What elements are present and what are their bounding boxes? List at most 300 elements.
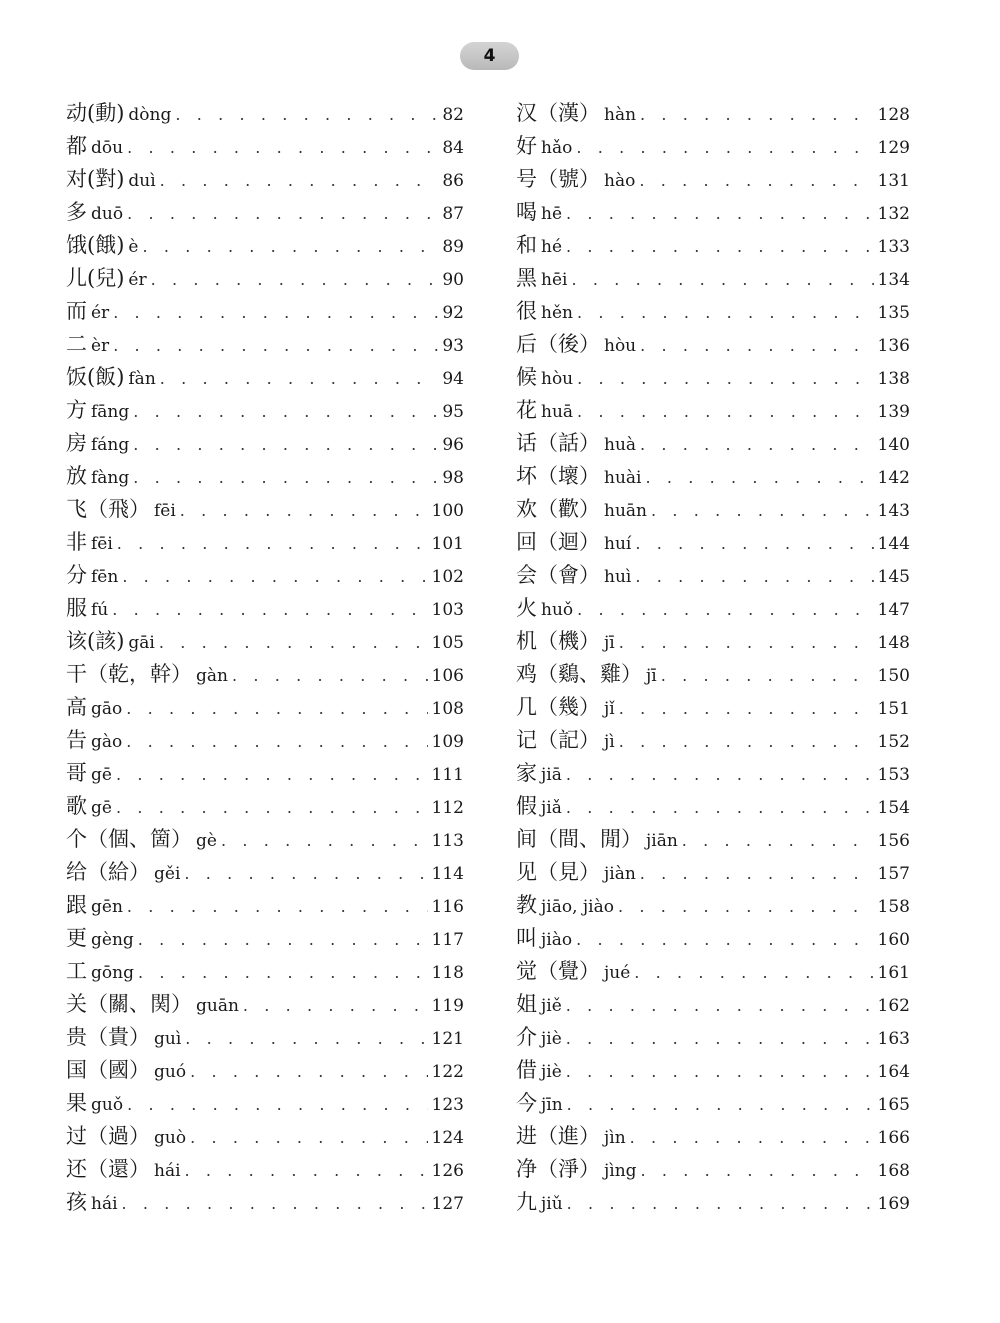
entry-pinyin: hēi [541, 270, 568, 290]
index-entry [66, 1054, 464, 1087]
entry-character: 饿(餓) [66, 233, 125, 257]
index-entry [66, 1186, 464, 1219]
entry-character: 介 [516, 1025, 537, 1049]
entry-character: 话（話） [516, 431, 600, 455]
entry-page-number: 153 [877, 765, 910, 785]
entry-character: 会（會） [516, 563, 600, 587]
dot-leader [133, 428, 438, 461]
entry-page-number: 87 [442, 204, 464, 224]
entry-character: 觉（覺） [516, 959, 600, 983]
entry-character: 给（給） [66, 860, 150, 884]
entry-pinyin: huǒ [541, 600, 574, 620]
dot-leader [571, 263, 873, 296]
entry-pinyin: hái [154, 1161, 181, 1181]
dot-leader [567, 1088, 874, 1121]
entry-page-number: 134 [877, 270, 910, 290]
dot-leader [640, 428, 874, 461]
index-entry [516, 163, 910, 196]
entry-character: 姐 [516, 992, 537, 1016]
entry-pinyin: jiā [541, 765, 562, 785]
index-entry [66, 757, 464, 790]
entry-page-number: 145 [877, 567, 910, 587]
entry-pinyin: jǐ [604, 699, 615, 719]
index-entry [516, 724, 910, 757]
dot-leader [160, 362, 439, 395]
entry-page-number: 140 [877, 435, 910, 455]
index-entry [66, 1153, 464, 1186]
entry-page-number: 92 [442, 303, 464, 323]
entry-page-number: 119 [431, 996, 464, 1016]
entry-page-number: 142 [877, 468, 910, 488]
dot-leader [133, 395, 438, 428]
index-entry [516, 493, 910, 526]
entry-character: 间（間、閒） [516, 827, 642, 851]
dot-leader [127, 890, 428, 923]
page-number-badge: 4 [460, 42, 519, 70]
dot-leader [117, 527, 428, 560]
entry-character: 还（還） [66, 1157, 150, 1181]
entry-character: 汉（漢） [516, 101, 600, 125]
entry-pinyin: hé [541, 237, 563, 257]
entry-character: 而 [66, 299, 87, 323]
entry-pinyin: jiàn [604, 864, 636, 884]
entry-page-number: 154 [877, 798, 910, 818]
entry-pinyin: hòu [604, 336, 637, 356]
entry-character: 工 [66, 959, 87, 983]
dot-leader [651, 494, 874, 527]
index-entry [66, 394, 464, 427]
entry-page-number: 123 [431, 1095, 464, 1115]
entry-character: 多 [66, 200, 87, 224]
entry-character: 今 [516, 1091, 537, 1115]
entry-character: 净（淨） [516, 1157, 600, 1181]
index-entry [516, 1054, 910, 1087]
entry-page-number: 117 [431, 930, 464, 950]
entry-character: 九 [516, 1190, 537, 1214]
dot-leader [116, 758, 428, 791]
entry-page-number: 89 [442, 237, 464, 257]
entry-page-number: 108 [431, 699, 464, 719]
entry-character: 假 [516, 794, 537, 818]
entry-pinyin: gěi [154, 864, 181, 884]
dot-leader [142, 230, 438, 263]
dot-leader [635, 560, 873, 593]
dot-leader [232, 659, 428, 692]
dot-leader [180, 494, 428, 527]
entry-character: 非 [66, 530, 87, 554]
entry-pinyin: hàn [604, 105, 637, 125]
entry-character: 后（後） [516, 332, 600, 356]
entry-page-number: 128 [877, 105, 910, 125]
entry-page-number: 112 [431, 798, 464, 818]
dot-leader [566, 1022, 874, 1055]
entry-pinyin: guān [196, 996, 239, 1016]
entry-pinyin: guò [154, 1128, 187, 1148]
entry-character: 和 [516, 233, 537, 257]
entry-page-number: 144 [877, 534, 910, 554]
index-entry [516, 427, 910, 460]
entry-character: 该(該) [66, 629, 125, 653]
dot-leader [151, 263, 439, 296]
index-entry [66, 889, 464, 922]
dot-leader [566, 791, 874, 824]
entry-page-number: 168 [877, 1161, 910, 1181]
entry-character: 进（進） [516, 1124, 600, 1148]
index-entry [66, 196, 464, 229]
dot-leader [190, 1121, 427, 1154]
index-entry [516, 955, 910, 988]
entry-page-number: 127 [431, 1194, 464, 1214]
index-entry [66, 427, 464, 460]
index-entry [516, 262, 910, 295]
entry-pinyin: huài [604, 468, 642, 488]
entry-page-number: 109 [431, 732, 464, 752]
entry-page-number: 114 [431, 864, 464, 884]
entry-character: 飞（飛） [66, 497, 150, 521]
index-entry [516, 823, 910, 856]
entry-pinyin: hào [604, 171, 636, 191]
entry-page-number: 90 [442, 270, 464, 290]
entry-page-number: 133 [877, 237, 910, 257]
entry-pinyin: jì [604, 732, 615, 752]
index-column-right [516, 97, 910, 1219]
dot-leader [566, 230, 874, 263]
dot-leader [576, 923, 873, 956]
dot-leader [185, 1022, 427, 1055]
dot-leader [640, 329, 873, 362]
index-entry [66, 262, 464, 295]
entry-page-number: 95 [442, 402, 464, 422]
entry-pinyin: hěn [541, 303, 573, 323]
dot-leader [566, 1055, 874, 1088]
entry-pinyin: jiě [541, 996, 562, 1016]
entry-character: 几（幾） [516, 695, 600, 719]
index-entry [516, 658, 910, 691]
index-entry [516, 295, 910, 328]
entry-page-number: 158 [877, 897, 910, 917]
dot-leader [566, 758, 874, 791]
entry-character: 跟 [66, 893, 87, 917]
entry-pinyin: fēn [91, 567, 119, 587]
entry-page-number: 147 [877, 600, 910, 620]
entry-pinyin: fēi [154, 501, 176, 521]
index-entry [516, 394, 910, 427]
entry-character: 房 [66, 431, 87, 455]
entry-character: 回（迴） [516, 530, 600, 554]
entry-pinyin: hòu [541, 369, 574, 389]
index-entry [516, 1120, 910, 1153]
index-entry [66, 592, 464, 625]
entry-character: 对(對) [66, 167, 125, 191]
entry-pinyin: dòng [128, 105, 172, 125]
entry-pinyin: jī [604, 633, 615, 653]
entry-page-number: 139 [877, 402, 910, 422]
entry-pinyin: fú [91, 600, 109, 620]
index-entry [66, 790, 464, 823]
entry-pinyin: fàng [91, 468, 130, 488]
entry-pinyin: duō [91, 204, 124, 224]
entry-page-number: 166 [877, 1128, 910, 1148]
entry-page-number: 103 [431, 600, 464, 620]
entry-character: 儿(兒) [66, 266, 125, 290]
index-entry [66, 658, 464, 691]
entry-character: 关（關、関） [66, 992, 192, 1016]
dot-leader [630, 1121, 874, 1154]
entry-pinyin: huān [604, 501, 647, 521]
entry-pinyin: gāi [128, 633, 155, 653]
entry-pinyin: ér [91, 303, 110, 323]
entry-pinyin: jué [604, 963, 631, 983]
entry-page-number: 132 [877, 204, 910, 224]
index-entry [516, 460, 910, 493]
entry-pinyin: gē [91, 798, 112, 818]
index-entry [66, 97, 464, 130]
entry-character: 高 [66, 695, 87, 719]
index-entry [516, 1153, 910, 1186]
index-entry [66, 856, 464, 889]
entry-pinyin: jiè [541, 1062, 562, 1082]
entry-pinyin: gàn [196, 666, 228, 686]
dot-leader [641, 1154, 874, 1187]
dot-leader [635, 527, 873, 560]
dot-leader [566, 989, 874, 1022]
dot-leader [640, 98, 874, 131]
entry-pinyin: è [128, 237, 139, 257]
entry-page-number: 94 [442, 369, 464, 389]
dot-leader [576, 131, 873, 164]
entry-character: 二 [66, 332, 87, 356]
entry-character: 叫 [516, 926, 537, 950]
entry-pinyin: guǒ [91, 1095, 124, 1115]
entry-page-number: 124 [431, 1128, 464, 1148]
entry-character: 很 [516, 299, 537, 323]
index-entry [66, 460, 464, 493]
dot-leader [577, 362, 873, 395]
index-entry [516, 229, 910, 262]
index-entry [66, 922, 464, 955]
entry-pinyin: fáng [91, 435, 130, 455]
entry-page-number: 96 [442, 435, 464, 455]
entry-pinyin: gèng [91, 930, 134, 950]
index-entry [66, 163, 464, 196]
entry-page-number: 157 [877, 864, 910, 884]
entry-page-number: 160 [877, 930, 910, 950]
index-entry [66, 691, 464, 724]
entry-page-number: 118 [431, 963, 464, 983]
entry-character: 鸡（鷄、雞） [516, 662, 642, 686]
dot-leader [113, 329, 438, 362]
dot-leader [619, 692, 874, 725]
entry-page-number: 161 [877, 963, 910, 983]
entry-character: 号（號） [516, 167, 600, 191]
entry-pinyin: jìn [604, 1128, 626, 1148]
dot-leader [566, 197, 874, 230]
index-entry [66, 1120, 464, 1153]
entry-pinyin: huā [541, 402, 574, 422]
index-entry [516, 592, 910, 625]
entry-character: 动(動) [66, 101, 125, 125]
index-entry [66, 295, 464, 328]
entry-pinyin: fēi [91, 534, 113, 554]
entry-page-number: 143 [877, 501, 910, 521]
index-entry [516, 97, 910, 130]
entry-page-number: 156 [877, 831, 910, 851]
index-entry [66, 361, 464, 394]
dot-leader [138, 923, 428, 956]
index-entry [66, 988, 464, 1021]
entry-page-number: 131 [877, 171, 910, 191]
entry-page-number: 126 [431, 1161, 464, 1181]
dot-leader [243, 989, 428, 1022]
entry-pinyin: jiào [541, 930, 573, 950]
entry-character: 方 [66, 398, 87, 422]
entry-page-number: 164 [877, 1062, 910, 1082]
dot-leader [116, 791, 428, 824]
entry-pinyin: fàn [128, 369, 156, 389]
dot-leader [682, 824, 874, 857]
entry-character: 果 [66, 1091, 87, 1115]
entry-character: 花 [516, 398, 537, 422]
entry-page-number: 100 [431, 501, 464, 521]
index-entry [516, 757, 910, 790]
index-entry [516, 559, 910, 592]
dot-leader [639, 164, 873, 197]
entry-pinyin: gào [91, 732, 123, 752]
entry-page-number: 111 [431, 765, 464, 785]
index-entry [516, 691, 910, 724]
index-entry [516, 988, 910, 1021]
entry-pinyin: gēn [91, 897, 123, 917]
entry-character: 干（乾，幹） [66, 662, 192, 686]
entry-character: 服 [66, 596, 87, 620]
index-entry [66, 1087, 464, 1120]
entry-character: 教 [516, 893, 537, 917]
dot-leader [126, 692, 427, 725]
entry-pinyin: dōu [91, 138, 124, 158]
entry-pinyin: hǎo [541, 138, 573, 158]
entry-pinyin: huà [604, 435, 637, 455]
entry-page-number: 150 [877, 666, 910, 686]
index-entry [516, 922, 910, 955]
index-entry [66, 526, 464, 559]
entry-pinyin: gāo [91, 699, 123, 719]
index-entry [66, 625, 464, 658]
entry-page-number: 102 [431, 567, 464, 587]
dot-leader [127, 131, 438, 164]
entry-pinyin: guó [154, 1062, 187, 1082]
entry-character: 喝 [516, 200, 537, 224]
entry-character: 放 [66, 464, 87, 488]
entry-character: 记（記） [516, 728, 600, 752]
entry-page-number: 135 [877, 303, 910, 323]
entry-character: 国（國） [66, 1058, 150, 1082]
entry-character: 火 [516, 596, 537, 620]
index-column-left [66, 97, 464, 1219]
index-entry [516, 1186, 910, 1219]
entry-pinyin: hái [91, 1194, 118, 1214]
entry-character: 告 [66, 728, 87, 752]
entry-character: 候 [516, 365, 537, 389]
entry-page-number: 86 [442, 171, 464, 191]
index-entry [66, 328, 464, 361]
index-entry [516, 526, 910, 559]
index-entry [516, 790, 910, 823]
entry-pinyin: jiǎ [541, 798, 562, 818]
entry-page-number: 163 [877, 1029, 910, 1049]
entry-character: 欢（歡） [516, 497, 600, 521]
entry-character: 歌 [66, 794, 87, 818]
index-entry [516, 130, 910, 163]
entry-page-number: 165 [877, 1095, 910, 1115]
index-entry [516, 889, 910, 922]
entry-pinyin: jīn [541, 1095, 563, 1115]
entry-character: 更 [66, 926, 87, 950]
entry-page-number: 116 [431, 897, 464, 917]
dot-leader [138, 956, 428, 989]
entry-page-number: 148 [877, 633, 910, 653]
entry-character: 好 [516, 134, 537, 158]
dot-leader [127, 1088, 427, 1121]
dot-leader [190, 1055, 427, 1088]
index-entry [516, 856, 910, 889]
entry-pinyin: èr [91, 336, 110, 356]
dot-leader [113, 296, 438, 329]
index-entry [516, 625, 910, 658]
dot-leader [577, 296, 874, 329]
index-entry [66, 1021, 464, 1054]
entry-pinyin: fāng [91, 402, 130, 422]
index-entry [66, 823, 464, 856]
entry-page-number: 169 [877, 1194, 910, 1214]
entry-character: 个（個、箇） [66, 827, 192, 851]
entry-character: 机（機） [516, 629, 600, 653]
entry-page-number: 121 [431, 1029, 464, 1049]
entry-character: 分 [66, 563, 87, 587]
entry-pinyin: ér [128, 270, 147, 290]
entry-pinyin: gē [91, 765, 112, 785]
index-entry [516, 328, 910, 361]
entry-page-number: 101 [431, 534, 464, 554]
index-entry [66, 724, 464, 757]
dot-leader [122, 1187, 428, 1220]
dot-leader [567, 1187, 874, 1220]
entry-page-number: 138 [877, 369, 910, 389]
entry-character: 过（過） [66, 1124, 150, 1148]
entry-character: 贵（貴） [66, 1025, 150, 1049]
entry-page-number: 98 [442, 468, 464, 488]
index-entry [66, 130, 464, 163]
entry-character: 借 [516, 1058, 537, 1082]
entry-page-number: 93 [442, 336, 464, 356]
entry-character: 坏（壞） [516, 464, 600, 488]
entry-pinyin: gè [196, 831, 217, 851]
entry-page-number: 152 [877, 732, 910, 752]
entry-character: 黑 [516, 266, 537, 290]
index-entry [66, 559, 464, 592]
dot-leader [645, 461, 873, 494]
entry-pinyin: hē [541, 204, 563, 224]
index-entry [516, 361, 910, 394]
entry-character: 都 [66, 134, 87, 158]
dot-leader [221, 824, 428, 857]
entry-page-number: 106 [431, 666, 464, 686]
entry-pinyin: jī [646, 666, 657, 686]
entry-character: 饭(飯) [66, 365, 125, 389]
dot-leader [160, 164, 439, 197]
entry-page-number: 122 [431, 1062, 464, 1082]
entry-pinyin: jiǔ [541, 1194, 563, 1214]
entry-pinyin: gōng [91, 963, 134, 983]
